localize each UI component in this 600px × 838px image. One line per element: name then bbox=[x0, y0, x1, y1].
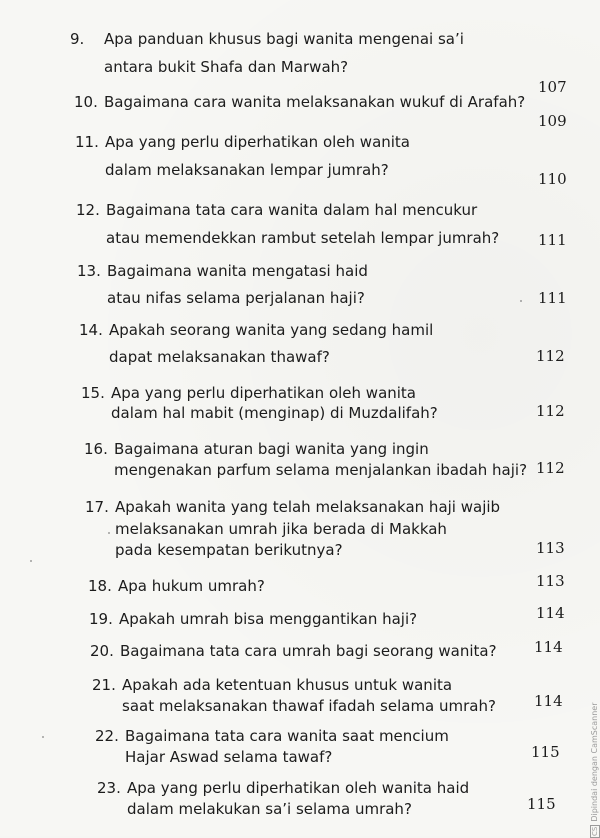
toc-item-title-line: Bagaimana aturan bagi wanita yang ingin bbox=[114, 440, 429, 458]
toc-item-page: 115 bbox=[531, 743, 560, 761]
toc-item-page: 112 bbox=[536, 402, 565, 420]
scan-speck bbox=[520, 300, 522, 302]
toc-item-title-line: Apa hukum umrah? bbox=[118, 577, 265, 595]
toc-item-number: 23. bbox=[97, 779, 121, 797]
toc-item-page: 109 bbox=[538, 112, 567, 130]
toc-item-title-line: Apakah ada ketentuan khusus untuk wanita bbox=[122, 676, 453, 694]
toc-item-title-line: Apa panduan khusus bagi wanita mengenai sa’i bbox=[104, 30, 464, 48]
toc-item-page: 114 bbox=[534, 692, 563, 710]
toc-item-title-line: atau nifas selama perjalanan haji? bbox=[107, 289, 365, 307]
toc-item-title-line: Apakah wanita yang telah melaksanakan haji wajib bbox=[115, 498, 501, 516]
toc-item-title-line: Hajar Aswad selama tawaf? bbox=[125, 748, 333, 766]
toc-item-number: 18. bbox=[88, 577, 112, 595]
toc-item-number: 22. bbox=[95, 727, 119, 745]
toc-item-title-line: atau memendekkan rambut setelah lempar jumrah? bbox=[106, 229, 500, 247]
toc-item-title-line: dapat melaksanakan thawaf? bbox=[109, 348, 330, 366]
toc-item-title-line: Apa yang perlu diperhatikan oleh wanita bbox=[111, 384, 417, 402]
toc-item-title-line: dalam hal mabit (menginap) di Muzdalifah? bbox=[111, 404, 438, 422]
toc-item-title-line: melaksanakan umrah jika berada di Makkah bbox=[115, 520, 447, 538]
toc-item-number: 15. bbox=[81, 384, 105, 402]
toc-item-title-line: antara bukit Shafa dan Marwah? bbox=[104, 58, 349, 76]
toc-item-title-line: Apakah umrah bisa menggantikan haji? bbox=[119, 610, 418, 628]
toc-item-number: 21. bbox=[92, 676, 116, 694]
camscanner-logo-icon: CS bbox=[591, 826, 599, 836]
toc-item-page: 111 bbox=[538, 231, 567, 249]
toc-item-page: 113 bbox=[536, 539, 565, 557]
toc-item-number: 16. bbox=[84, 440, 108, 458]
scan-speck bbox=[30, 560, 32, 562]
toc-item-number: 19. bbox=[89, 610, 113, 628]
toc-item-number: 13. bbox=[77, 262, 101, 280]
toc-item-page: 114 bbox=[536, 604, 565, 622]
toc-item-title-line: Bagaimana tata cara umrah bagi seorang wanita? bbox=[120, 642, 497, 660]
toc-item-page: 112 bbox=[536, 347, 565, 365]
toc-item-title-line: Apakah seorang wanita yang sedang hamil bbox=[109, 321, 434, 339]
toc-item-title-line: Bagaimana tata cara wanita dalam hal mencukur bbox=[106, 201, 478, 219]
toc-item-title-line: Bagaimana tata cara wanita saat mencium bbox=[125, 727, 449, 745]
toc-item-title-line: Bagaimana cara wanita melaksanakan wukuf di Arafah? bbox=[104, 93, 526, 111]
toc-item-title-line: Bagaimana wanita mengatasi haid bbox=[107, 262, 368, 280]
toc-item-number: 11. bbox=[75, 133, 99, 151]
toc-item-page: 112 bbox=[536, 459, 565, 477]
scanner-watermark bbox=[590, 702, 600, 838]
toc-item-title-line: mengenakan parfum selama menjalankan ibadah haji? bbox=[114, 461, 528, 479]
toc-item-number: 17. bbox=[85, 498, 109, 516]
toc-item-number: 9. bbox=[70, 30, 85, 48]
toc-item-page: 113 bbox=[536, 572, 565, 590]
toc-item-number: 10. bbox=[74, 93, 98, 111]
toc-item-title-line: saat melaksanakan thawaf ifadah selama umrah? bbox=[122, 697, 496, 715]
watermark-text: Dipindai dengan CamScanner bbox=[590, 702, 599, 822]
toc-item-page: 110 bbox=[538, 170, 567, 188]
scan-speck bbox=[108, 532, 110, 534]
toc-item-number: 14. bbox=[79, 321, 103, 339]
toc-item-page: 114 bbox=[534, 638, 563, 656]
toc-item-title-line: dalam melakukan sa’i selama umrah? bbox=[127, 800, 412, 818]
toc-item-number: 12. bbox=[76, 201, 100, 219]
toc-item-title-line: dalam melaksanakan lempar jumrah? bbox=[105, 161, 389, 179]
toc-item-number: 20. bbox=[90, 642, 114, 660]
toc-item-title-line: pada kesempatan berikutnya? bbox=[115, 541, 343, 559]
toc-item-title-line: Apa yang perlu diperhatikan oleh wanita bbox=[105, 133, 411, 151]
toc-item-page: 107 bbox=[538, 78, 567, 96]
toc-item-page: 111 bbox=[538, 289, 567, 307]
toc-item-title-line: Apa yang perlu diperhatikan oleh wanita haid bbox=[127, 779, 470, 797]
scan-speck bbox=[42, 736, 44, 738]
toc-item-page: 115 bbox=[527, 795, 556, 813]
